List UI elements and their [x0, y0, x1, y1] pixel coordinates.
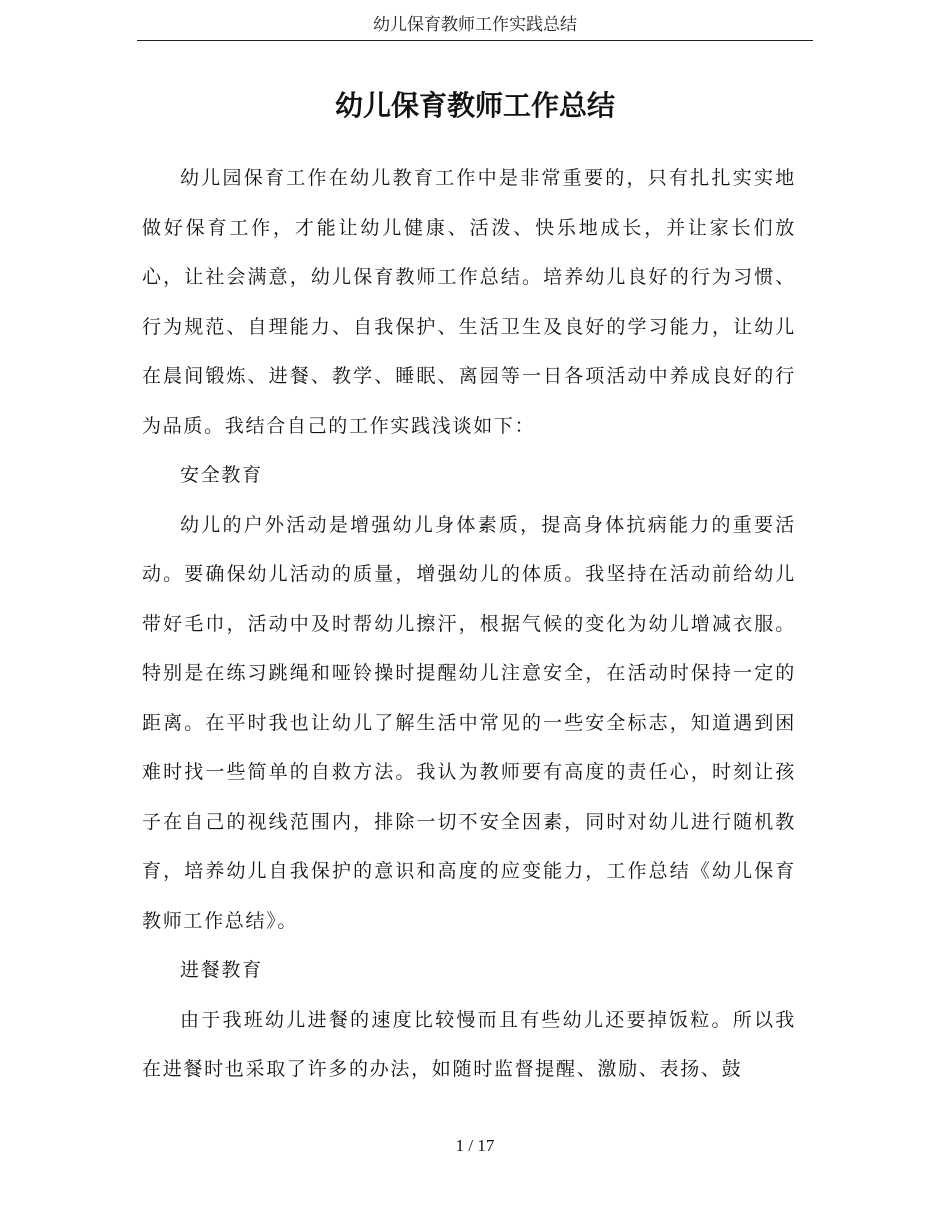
page-number: 1 / 17	[455, 1136, 495, 1155]
document-body	[142, 154, 796, 1084]
header-title: 幼儿保育教师工作实践总结	[373, 15, 577, 35]
section-heading-safety: 安全教育	[180, 464, 263, 486]
page-header	[137, 12, 813, 41]
paragraph-intro: 幼儿园保育工作在幼儿教育工作中是非常重要的，只有扎扎实实地做好保育工作，才能让幼儿健康、活泼、快乐地成长，并让家长们放心，让社会满意，幼儿保育教师工作总结。培养幼儿良好的行为习惯、行为规范、自理能力、自我保护、生活卫生及良好的学习能力，让幼儿在晨间锻炼、进餐、教学、睡眠、离园等一日各项活动中养成良好的行为品质。我结合自己的工作实践浅谈如下：	[142, 167, 796, 437]
paragraph-meals: 由于我班幼儿进餐的速度比较慢而且有些幼儿还要掉饭粒。所以我在进餐时也采取了许多的办法，如随时监督提醒、激励、表扬、鼓	[142, 1008, 796, 1080]
paragraph-safety: 幼儿的户外活动是增强幼儿身体素质，提高身体抗病能力的重要活动。要确保幼儿活动的质量，增强幼儿的体质。我坚持在活动前给幼儿带好毛巾，活动中及时帮幼儿擦汗，根据气候的变化为幼儿增减衣服。特别是在练习跳绳和哑铃操时提醒幼儿注意安全，在活动时保持一定的距离。在平时我也让幼儿了解生活中常见的一些安全标志，知道遇到困难时找一些简单的自救方法。我认为教师要有高度的责任心，时刻让孩子在自己的视线范围内，排除一切不安全因素，同时对幼儿进行随机教育，培养幼儿自我保护的意识和高度的应变能力，工作总结《幼儿保育教师工作总结》。	[142, 513, 796, 932]
document-title: 幼儿保育教师工作总结	[334, 89, 615, 122]
section-heading-meals: 进餐教育	[180, 959, 263, 981]
